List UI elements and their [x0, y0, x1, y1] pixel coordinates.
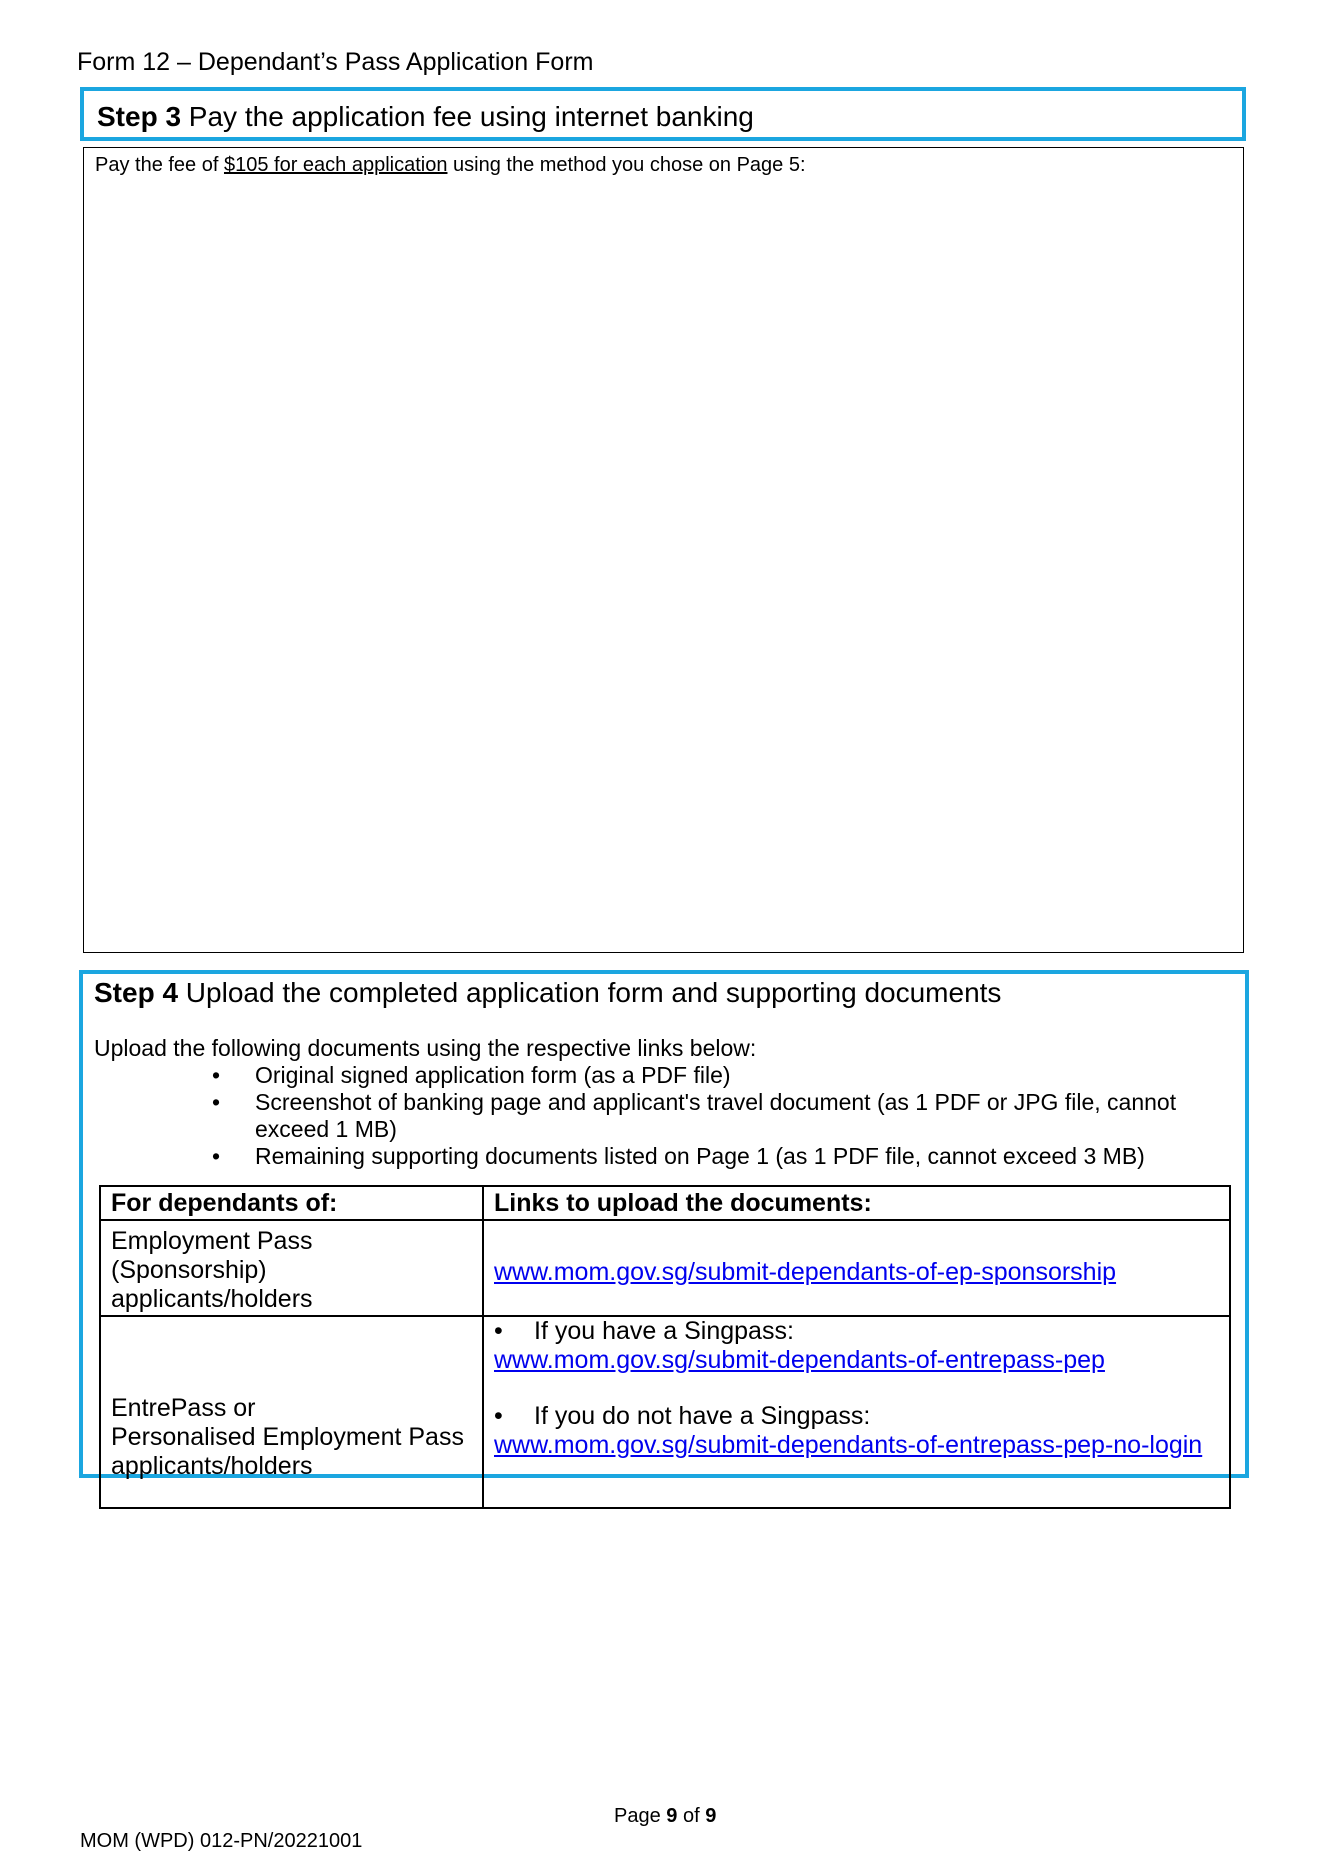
page-number — [614, 1804, 716, 1828]
option-label: If you do not have a Singpass: — [534, 1402, 871, 1430]
table-header-row — [100, 1186, 1230, 1220]
step3-text-before: Pay the fee of — [95, 154, 224, 176]
bullet-icon: • — [212, 1062, 221, 1088]
bullet-icon: • — [212, 1089, 221, 1115]
no-singpass-option — [494, 1402, 1219, 1431]
list-item-text: Original signed application form (as a PDF file) — [255, 1062, 731, 1088]
page-current: 9 — [666, 1805, 678, 1827]
bullet-icon: • — [212, 1143, 221, 1169]
step3-text-after: using the method you chose on Page 5: — [447, 154, 806, 176]
step4-intro: Upload the following documents using the respective links below: — [94, 1035, 757, 1061]
table-cell-links — [483, 1316, 1230, 1508]
list-item — [83, 1143, 1245, 1170]
entrepass-pep-upload-link[interactable]: www.mom.gov.sg/submit-dependants-of-entrepass-pep — [494, 1346, 1105, 1374]
fee-amount: $105 for each application — [223, 154, 448, 176]
step4-section — [79, 970, 1249, 1478]
category-line: applicants/holders — [111, 1285, 313, 1313]
page-total: 9 — [705, 1805, 717, 1827]
table-cell-category — [100, 1220, 483, 1316]
bullet-icon: • — [494, 1402, 503, 1430]
category-line: applicants/holders — [111, 1452, 313, 1480]
table-cell-category — [100, 1316, 483, 1508]
bullet-icon: • — [494, 1317, 503, 1345]
category-line: Employment Pass (Sponsorship) — [111, 1227, 313, 1284]
upload-links-table — [99, 1185, 1231, 1509]
page-prefix: Page — [614, 1805, 667, 1827]
table-header-dependants — [100, 1186, 483, 1220]
list-item — [83, 1062, 1245, 1089]
entrepass-pep-no-login-upload-link[interactable]: www.mom.gov.sg/submit-dependants-of-entrepass-pep-no-login — [494, 1431, 1203, 1459]
list-item — [83, 1089, 1245, 1143]
spacer — [494, 1375, 1219, 1402]
table-header-links: Links to upload the documents: — [483, 1186, 1230, 1220]
category-line: Personalised Employment Pass — [111, 1423, 464, 1451]
step4-label: Step 4 — [94, 977, 179, 1008]
document-code: MOM (WPD) 012-PN/20221001 — [80, 1830, 363, 1852]
documents-list — [83, 1062, 1245, 1170]
list-item-text: Remaining supporting documents listed on Page 1 (as 1 PDF file, cannot exceed 3 MB) — [255, 1143, 1145, 1169]
category-line: EntrePass or — [111, 1394, 256, 1422]
ep-sponsorship-upload-link[interactable]: www.mom.gov.sg/submit-dependants-of-ep-sponsorship — [494, 1257, 1117, 1286]
header-bold: dependants of: — [158, 1189, 338, 1217]
step3-header — [80, 87, 1246, 141]
option-label: If you have a Singpass: — [534, 1317, 794, 1345]
step3-instruction — [95, 153, 806, 177]
step3-title-text: Pay the application fee using internet banking — [181, 101, 754, 132]
form-title: Form 12 – Dependant’s Pass Application Form — [77, 48, 594, 76]
table-row — [100, 1316, 1230, 1508]
singpass-option — [494, 1317, 1219, 1346]
step3-payment-area — [83, 147, 1244, 953]
page-of: of — [677, 1805, 706, 1827]
step4-title — [94, 976, 1001, 1010]
step3-label: Step 3 — [97, 101, 182, 132]
list-item-text: Screenshot of banking page and applicant's travel document (as 1 PDF or JPG file, cannot exceed 1 MB) — [255, 1089, 1177, 1142]
step4-title-text: Upload the completed application form and supporting documents — [178, 977, 1002, 1008]
table-cell-link — [483, 1220, 1230, 1316]
step3-title — [97, 101, 754, 133]
header-prefix: For — [111, 1189, 159, 1217]
table-row — [100, 1220, 1230, 1316]
